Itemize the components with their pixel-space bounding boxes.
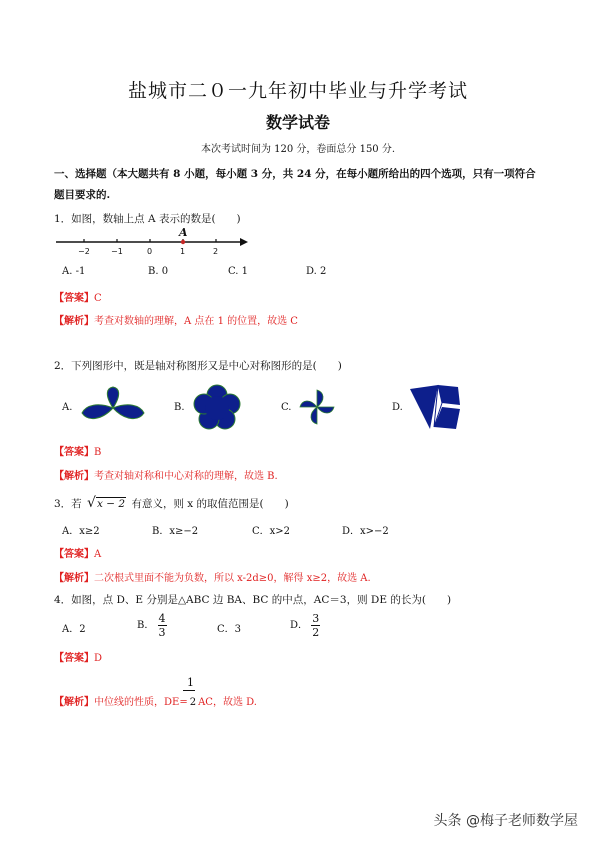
fraction-denominator: 2 (312, 626, 320, 639)
pieced-square-shape (408, 383, 462, 431)
q4-answer (54, 649, 102, 664)
watermark: 头条 @梅子老师数学屋 (433, 813, 578, 829)
answer-value: D (94, 653, 103, 664)
exam-info: 本次考试时间为 120 分，卷面总分 150 分. (200, 144, 396, 155)
analysis-text: 考查对数轴的理解，A 点在 1 的位置，故选 C (94, 316, 298, 327)
tick-label-neg2: −2 (78, 247, 90, 256)
question-3-stem (54, 496, 289, 511)
q2-label-a: A. (62, 402, 73, 413)
analysis-fraction-denominator: 2 (189, 697, 197, 708)
q2-answer (54, 443, 101, 458)
answer-tag: 【答案】 (54, 293, 94, 304)
q4-analysis (54, 693, 257, 708)
tick-label-neg1: −1 (111, 247, 123, 256)
point-a-label: A (179, 226, 188, 239)
analysis-tag: 【解析】 (54, 471, 94, 482)
q1-option-b: B. 0 (148, 266, 169, 277)
answer-tag: 【答案】 (54, 447, 94, 458)
axis-arrow-icon (240, 238, 248, 246)
q1-option-c: C. 1 (228, 266, 249, 277)
analysis-tag: 【解析】 (54, 573, 94, 584)
fraction-numerator: 4 (158, 612, 166, 625)
q3-stem-prefix: 3．若 (54, 498, 82, 510)
three-leaf-shape (80, 386, 146, 426)
analysis-text: 二次根式里面不能为负数，所以 x-2d≥0，解得 x≥2，故选 A. (94, 573, 371, 584)
answer-tag: 【答案】 (54, 653, 94, 664)
fraction-4-3 (158, 612, 167, 639)
q2-label-b: B. (174, 402, 185, 413)
question-4-stem: 4．如图，点 D、E 分别是△ABC 边 BA、BC 的中点，AC＝3，则 DE 的长为( ) (54, 594, 452, 606)
q1-option-a: A. -1 (62, 266, 86, 277)
sqrt-radicand: x − 2 (97, 498, 126, 510)
q2-analysis (54, 467, 278, 482)
q3-option-b: B．x≥−2 (152, 526, 199, 537)
page-title: 盐城市二０一九年初中毕业与升学考试 (127, 80, 468, 102)
point-a-marker (181, 240, 185, 244)
q4-option-a: A．2 (62, 624, 86, 635)
q3-option-c: C．x>2 (252, 526, 291, 537)
answer-value: C (94, 293, 102, 304)
answer-value: B (94, 447, 102, 458)
fraction-numerator: 3 (312, 612, 320, 625)
pinwheel-shape (298, 388, 336, 426)
flower-shape (192, 384, 242, 432)
analysis-fraction-bar (183, 690, 195, 691)
sqrt-radical-icon: √ (87, 495, 96, 511)
section-heading: 一、选择题（本大题共有 8 小题，每小题 3 分，共 24 分，在每小题所给出的四个选项，只有一项符合题目要求的. (54, 168, 536, 201)
analysis-fraction-numerator: 1 (187, 676, 194, 689)
q1-option-d: D. 2 (306, 266, 327, 277)
q3-analysis (54, 569, 371, 584)
q3-answer (54, 545, 101, 560)
tick-label-1: 1 (180, 247, 186, 256)
analysis-text: 考查对轴对称和中心对称的理解，故选 B. (94, 471, 278, 482)
number-line-figure (54, 226, 254, 266)
analysis-tag: 【解析】 (54, 697, 94, 708)
answer-value: A (94, 549, 102, 560)
tick-label-2: 2 (213, 247, 219, 256)
q4-option-b-letter: B． (137, 620, 155, 631)
q4-option-d (290, 612, 320, 639)
analysis-text-suffix: AC，故选 D. (198, 697, 257, 708)
tick-label-0: 0 (147, 247, 153, 256)
q3-stem-suffix: 有意义，则 x 的取值范围是( ) (131, 498, 289, 510)
fraction-denominator: 3 (158, 626, 166, 639)
fraction-3-2 (311, 612, 320, 639)
analysis-text-prefix: 中位线的性质，DE= (94, 697, 188, 708)
q4-option-d-letter: D． (290, 620, 309, 631)
q4-option-c: C．3 (217, 624, 242, 635)
q1-answer (54, 289, 102, 304)
q3-option-d: D．x>−2 (342, 526, 389, 537)
q3-option-a: A．x≥2 (62, 526, 100, 537)
question-1-stem: 1．如图，数轴上点 A 表示的数是( ) (54, 213, 241, 225)
answer-tag: 【答案】 (54, 549, 94, 560)
q2-label-c: C. (281, 402, 292, 413)
q1-analysis (54, 312, 298, 327)
page-subtitle: 数学试卷 (265, 113, 330, 132)
question-2-stem: 2．下列图形中，既是轴对称图形又是中心对称图形的是( ) (54, 360, 342, 372)
q2-label-d: D. (392, 402, 403, 413)
q4-option-b (137, 612, 167, 639)
sqrt-expression (87, 495, 126, 511)
analysis-tag: 【解析】 (54, 316, 94, 327)
